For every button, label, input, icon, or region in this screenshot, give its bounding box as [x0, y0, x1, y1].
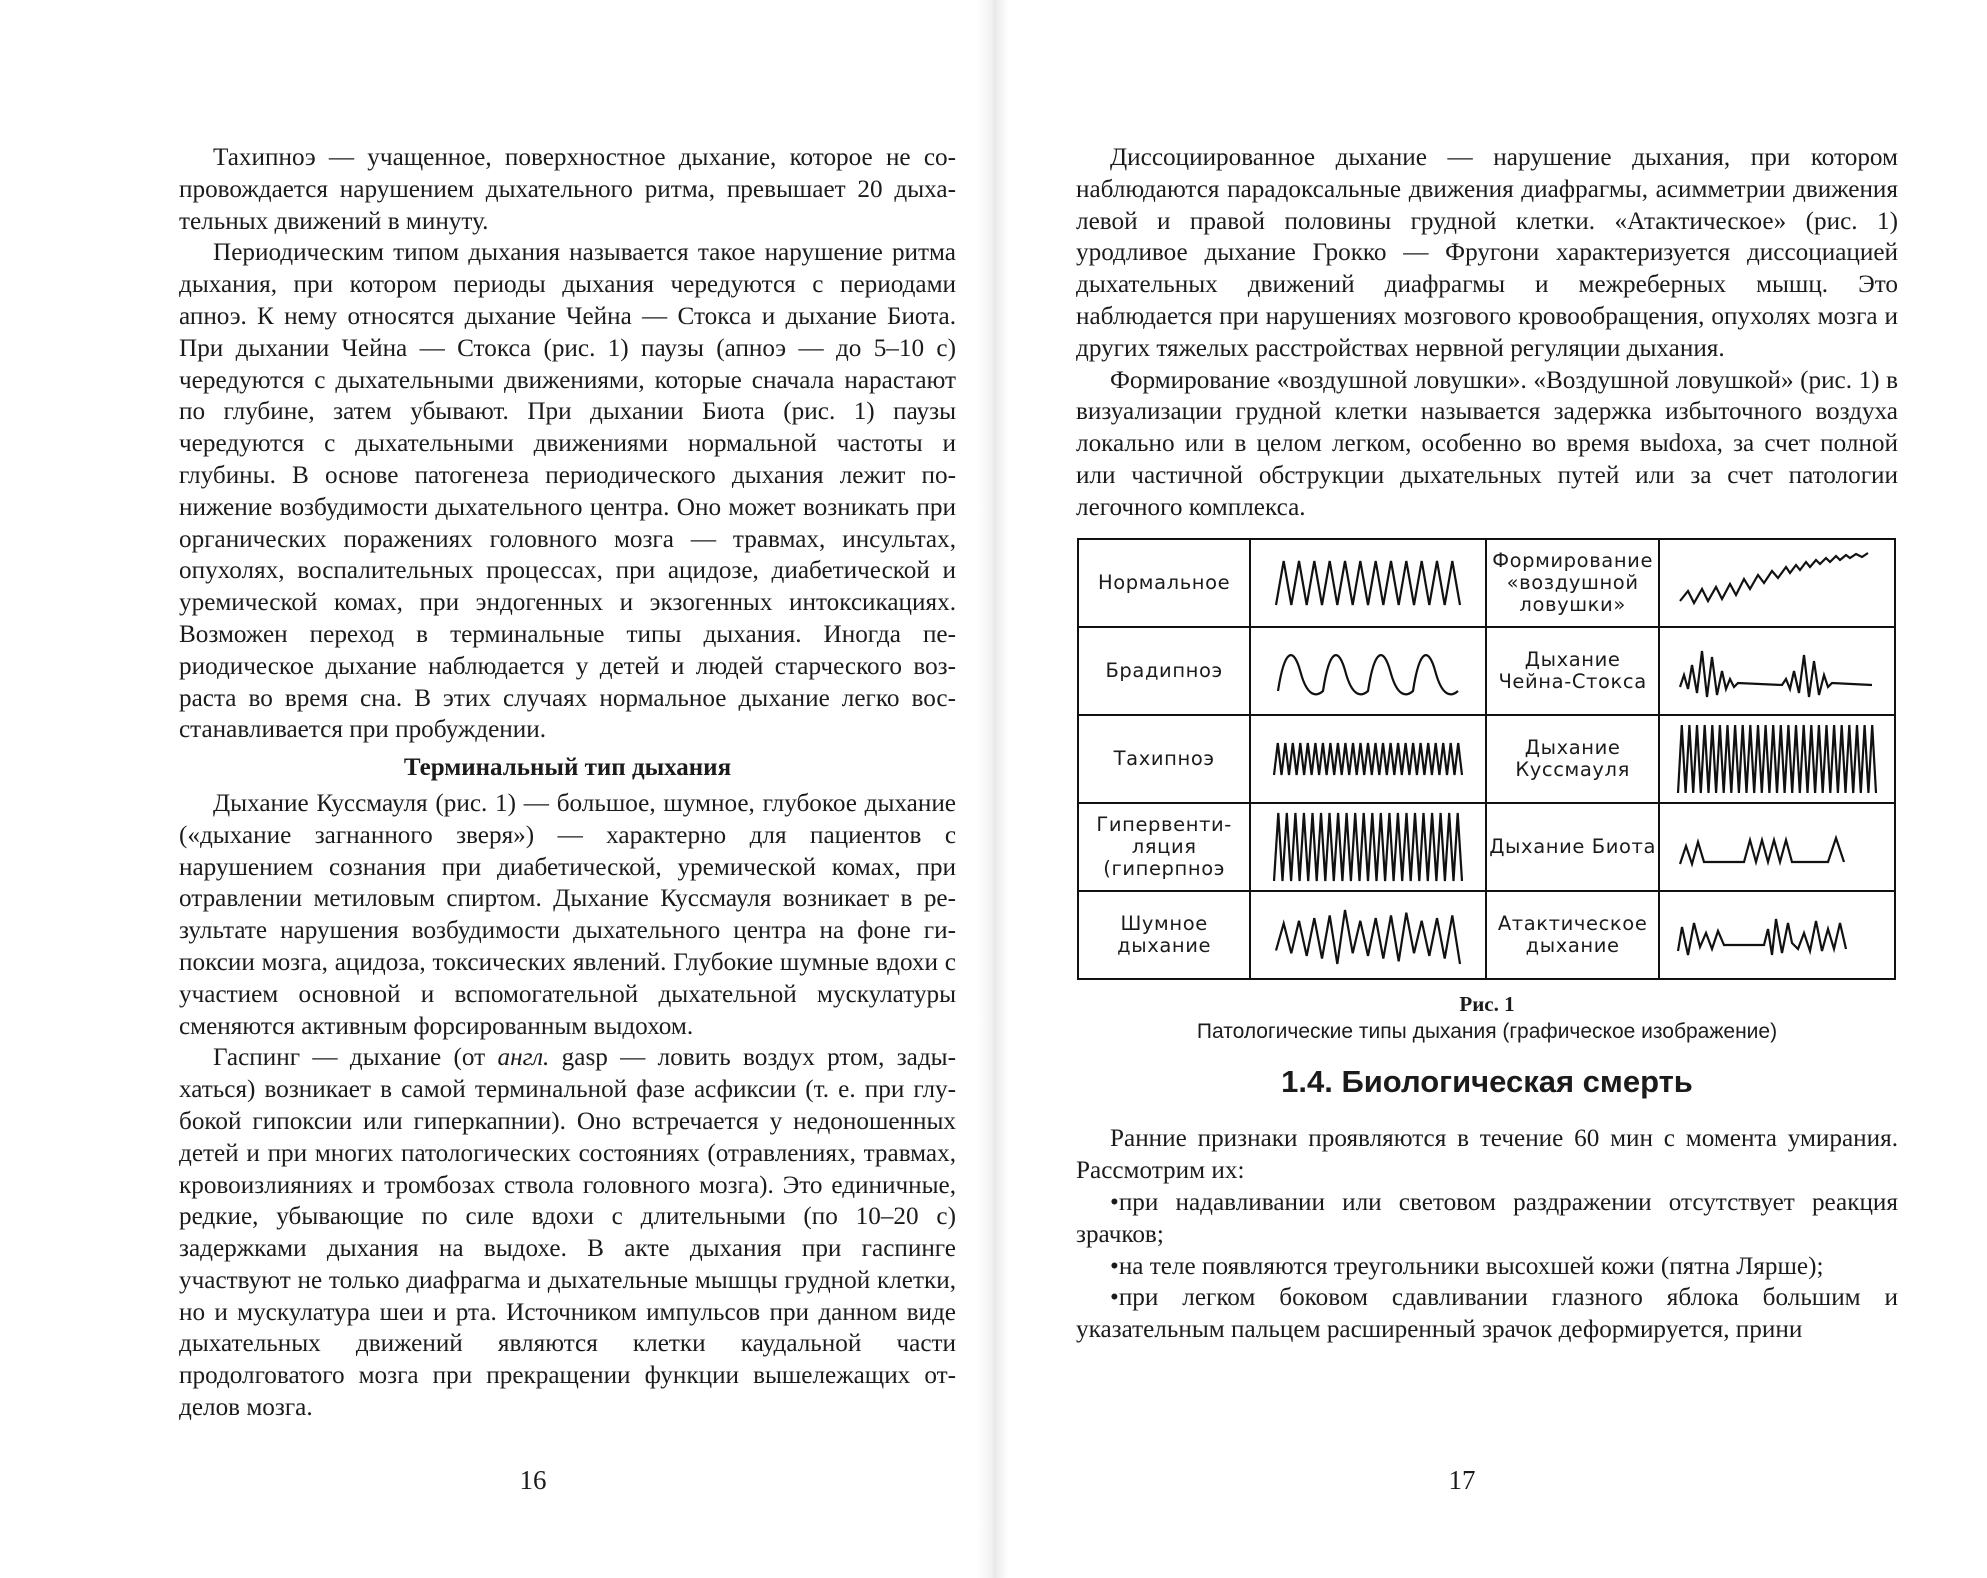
page-number-right: 17: [1448, 1465, 1476, 1495]
figure-row: [1078, 891, 1895, 979]
tachypnea-wave-icon: [1268, 729, 1468, 789]
graph-bradypnea: [1250, 627, 1486, 715]
label-kussmaul: Дыхание Куссмауля: [1486, 715, 1658, 803]
left-page: [0, 0, 990, 1578]
graph-cheyne-stokes: [1659, 627, 1895, 715]
heading-terminal-breathing: Терминальный тип дыхания: [403, 754, 732, 782]
ataxic-wave-icon: [1672, 905, 1882, 965]
cheyne-stokes-wave-icon: [1672, 639, 1882, 703]
paragraph-early-signs: Ранние признаки проявляются в течение 60 мин с момента умирания. Рассмотрим их:: [1076, 1125, 1898, 1185]
graph-normal: [1250, 539, 1486, 627]
paragraph-dissociated: Диссоциированное дыхание — нарушение дыхания, при котором наблюдаются парадоксальные движения диафрагмы, асимметрии движения левой и правой половины грудной клетки. «Атактическое» (рис. 1) уродливое дыхание Грокко — Фругони характеризуется диссоциацией дыхательных движений диафрагмы и межреберных мышц. Это наблюдается при нарушениях мозгового кровообращения, опухолях мозга и других тяжелых расстройствах нервной регуляции дыхания.: [1076, 144, 1898, 362]
label-hyperventilation: Гипервенти-ляция (гиперпноэ: [1078, 803, 1250, 891]
figure-row: [1078, 803, 1895, 891]
list-item: •при легком боковом сдавливании глазного яблока большим и указательным пальцем расширенный зрачок деформируется, прини: [1076, 1284, 1898, 1344]
paragraph-gasping: Гаспинг — дыхание (от англ. gasp — ловить воздух ртом, задыхаться) возникает в самой терминальной фазе асфиксии (т. е. при глубокой гипоксии или гиперкапнии). Оно встречается у недоношенных детей и при многих патологических состояниях (отравлениях, травмах, кровоизлияниях и тромбозах ствола головного мозга). Это единичные, редкие, убывающие по силе вдохи с длительными (по 10–20 с) задержками дыхания на выдохе. В акте дыхания при гаспинге участвуют не только диафрагма и дыхательные мышцы грудной клетки, но и мускулатура шеи и рта. Источником импульсов при данном виде дыхательных движений являются клетки каудальной части продолговатого мозга при прекращении функции вышележащих отделов мозга.: [179, 1044, 956, 1422]
figure-row: [1078, 539, 1895, 627]
graph-kussmaul: [1659, 715, 1895, 803]
noisy-wave-icon: [1268, 900, 1468, 970]
graph-ataxic: [1659, 891, 1895, 979]
figure-caption-number: Рис. 1: [1459, 991, 1515, 1016]
page-number-left: 16: [519, 1465, 547, 1495]
figure-row: [1078, 715, 1895, 803]
label-cheyne-stokes: Дыхание Чейна-Стокса: [1486, 627, 1658, 715]
paragraph-tachypnea: Тахипноэ — учащенное, поверхностное дыхание, которое не сопровождается нарушением дыхательного ритма, превышает 20 дыхательных движений в минуту.: [179, 144, 956, 235]
figure-caption-text: Патологические типы дыхания (графическое изображение): [1196, 1019, 1778, 1043]
section-title-biological-death: 1.4. Биологическая смерть: [1281, 1063, 1693, 1099]
graph-air-trap: [1659, 539, 1895, 627]
list-item: •на теле появляются треугольники высохшей кожи (пятна Лярше);: [1110, 1252, 1824, 1280]
label-bradypnea: Брадипноэ: [1078, 627, 1250, 715]
bradypnea-wave-icon: [1268, 641, 1468, 701]
paragraph-air-trap: Формирование «воздушной ловушки». «Воздушной ловушкой» (рис. 1) в визуализации грудной клетки называется задержка избыточного воздуха локально или в целом легком, особенно во время выdоха, за счет полной или частичной обструкции дыхательных путей или за счет патологии легочного комплекса.: [1076, 366, 1898, 521]
label-normal: Нормальное: [1078, 539, 1250, 627]
graph-hyperventilation: [1250, 803, 1486, 891]
label-tachypnea: Тахипноэ: [1078, 715, 1250, 803]
figure-row: [1078, 627, 1895, 715]
paragraph-kussmaul: Дыхание Куссмауля (рис. 1) — большое, шумное, глубокое дыхание («дыхание загнанного зверя») — характерно для пациентов с нарушением сознания при диабетической, уремической комах, при отравлении метиловым спиртом. Дыхание Куссмауля возникает в результате нарушения возбудимости дыхательного центра на фоне гипоксии мозга, ацидоза, токсических явлений. Глубокие шумные вдохи с участием основной и вспомогательной дыхательной мускулатуры сменяются активным форсированным выдохом.: [179, 789, 956, 1040]
right-page: [990, 0, 1987, 1578]
figure-caption: [1076, 990, 1898, 1046]
biot-wave-icon: [1672, 822, 1882, 872]
breathing-types-figure: [1077, 538, 1896, 980]
normal-wave-icon: [1268, 553, 1468, 613]
label-noisy: Шумное дыхание: [1078, 891, 1250, 979]
right-page-text: [1076, 142, 1898, 1346]
graph-noisy: [1250, 891, 1486, 979]
graph-tachypnea: [1250, 715, 1486, 803]
label-air-trap: Формирование «воздушной ловушки»: [1486, 539, 1658, 627]
list-item: •при надавливании или световом раздражении отсутствует реакция зрачков;: [1076, 1188, 1898, 1248]
paragraph-periodic-breathing: Периодическим типом дыхания называется такое нарушение ритма дыхания, при котором периоды дыхания чередуются с периодами апноэ. К нему относятся дыхание Чейна — Стокса и дыхание Биота. При дыхании Чейна — Стокса (рис. 1) паузы (апноэ — до 5–10 с) чередуются с дыхательными движениями, которые сначала нарастают по глубине, затем убывают. При дыхании Биота (рис. 1) паузы чередуются с дыхательными движениями нормальной частоты и глубины. В основе патогенеза периодического дыхания лежит понижение возбудимости дыхательного центра. Оно может возникать при органических поражениях головного мозга — травмах, инсультах, опухолях, воспалительных процессах, при ацидозе, диабетической и уремической комах, при эндогенных и экзогенных интоксикациях. Возможен переход в терминальные типы дыхания. Иногда периодическое дыхание наблюдается у детей и людей старческого возраста во время сна. В этих случаях нормальное дыхание легко восстанавливается при пробуждении.: [179, 239, 956, 744]
left-page-text: [179, 142, 956, 1424]
graph-biot: [1659, 803, 1895, 891]
hyperventilation-wave-icon: [1268, 809, 1468, 885]
label-ataxic: Атактическое дыхание: [1486, 891, 1658, 979]
air-trap-wave-icon: [1672, 551, 1882, 615]
label-biot: Дыхание Биота: [1486, 803, 1658, 891]
kussmaul-wave-icon: [1672, 721, 1882, 797]
